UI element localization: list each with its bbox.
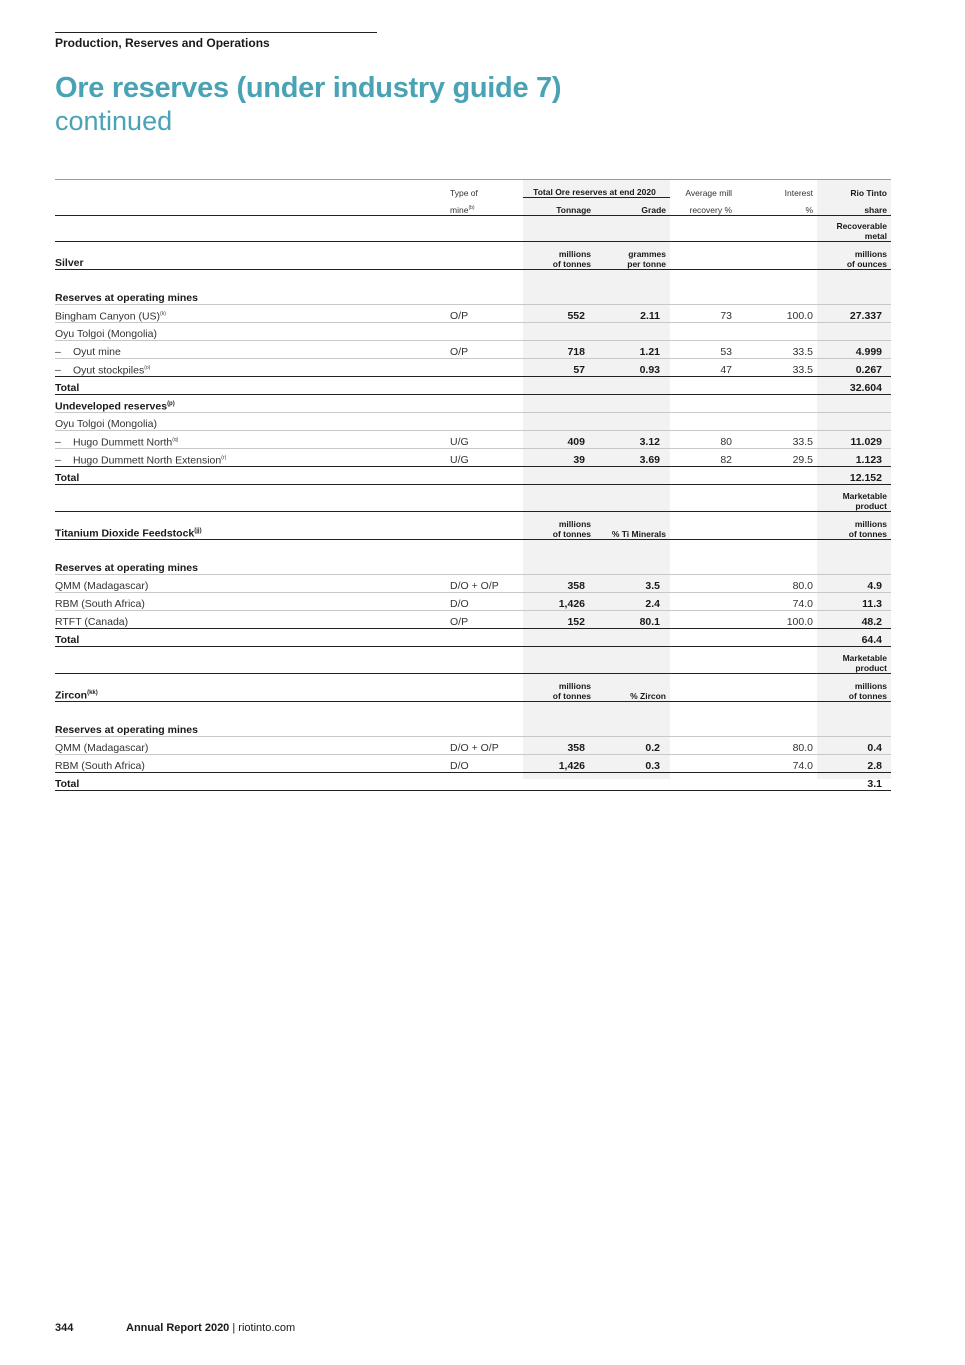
row-grade: 3.5	[595, 575, 670, 593]
tio2-unit-grade: % Ti Minerals	[595, 512, 670, 540]
zircon-op-heading-label: Reserves at operating mines	[55, 702, 450, 737]
page-title: Ore reserves (under industry guide 7)	[55, 72, 562, 104]
total-label: Total	[55, 773, 450, 791]
row-sup: (k)	[160, 310, 166, 317]
zircon-unit-tonnage-1: millions	[558, 681, 591, 691]
tio2-unit-share-1: millions	[854, 519, 887, 529]
row-grade: 2.4	[595, 593, 670, 611]
row-name: RBM (South Africa)	[55, 593, 450, 611]
row-tonnage: 358	[523, 737, 595, 755]
tio2-sup: (jj)	[194, 527, 202, 534]
row-share: 4.9	[817, 575, 891, 593]
table-row	[55, 413, 891, 431]
tio2-unit-share-2: of tonnes	[848, 529, 887, 539]
row-name: Bingham Canyon (US)	[55, 310, 161, 322]
col-recovery-2: recovery %	[670, 198, 744, 216]
tio2-title: Titanium Dioxide Feedstock	[55, 527, 195, 539]
total-row	[55, 773, 891, 791]
row-name: Hugo Dummett North Extension	[73, 454, 222, 466]
tio2-product: product	[855, 501, 887, 511]
silver-unit-tonnage-1: millions	[558, 249, 591, 259]
row-name: RTFT (Canada)	[55, 611, 450, 629]
silver-unit-share-2: of ounces	[846, 259, 887, 269]
row-name: Oyut stockpiles	[73, 364, 145, 376]
total-label: Total	[55, 467, 450, 485]
row-tonnage: 1,426	[523, 593, 595, 611]
page-footer	[55, 1322, 296, 1334]
row-interest: 33.5	[744, 341, 817, 359]
row-interest: 29.5	[744, 449, 817, 467]
row-interest: 80.0	[744, 575, 817, 593]
undeveloped-heading	[55, 395, 891, 413]
row-share: 11.3	[817, 593, 891, 611]
table-row	[55, 755, 891, 773]
row-share: 11.029	[817, 431, 891, 449]
col-share-2: share	[817, 198, 891, 216]
total-row	[55, 629, 891, 647]
zircon-sup: (kk)	[87, 689, 98, 696]
col-total-ore: Total Ore reserves at end 2020	[523, 180, 670, 198]
table-row	[55, 305, 891, 323]
row-tonnage: 718	[523, 341, 595, 359]
silver-unit-share-1: millions	[854, 249, 887, 259]
row-grade: 1.21	[595, 341, 670, 359]
row-type: U/G	[450, 449, 523, 467]
row-interest: 33.5	[744, 431, 817, 449]
row-recovery: 82	[670, 449, 744, 467]
silver-op-heading	[55, 270, 891, 305]
row-recovery: 47	[670, 359, 744, 377]
silver-unit-row-1	[55, 216, 891, 242]
row-name: QMM (Madagascar)	[55, 737, 450, 755]
total-label: Total	[55, 629, 450, 647]
undeveloped-sup: (p)	[167, 400, 175, 407]
row-sup: (q)	[172, 436, 179, 443]
col-tonnage: Tonnage	[523, 198, 595, 216]
silver-unit-grade-2: per tonne	[627, 259, 666, 269]
row-type: O/P	[450, 341, 523, 359]
row-tonnage: 358	[523, 575, 595, 593]
row-tonnage: 1,426	[523, 755, 595, 773]
row-tonnage: 552	[523, 305, 595, 323]
col-interest-1: Interest	[744, 180, 817, 198]
row-share: 2.8	[817, 755, 891, 773]
silver-heading-row	[55, 242, 891, 270]
row-grade: 3.12	[595, 431, 670, 449]
silver-recoverable: Recoverable	[836, 221, 887, 231]
row-sup: (o)	[144, 364, 151, 371]
footer-separator: |	[232, 1322, 236, 1334]
row-tonnage: 39	[523, 449, 595, 467]
table-row: – Oyut mine O/P 718 1.21 53 33.5 4.999	[55, 341, 891, 359]
row-share: 48.2	[817, 611, 891, 629]
row-tonnage: 409	[523, 431, 595, 449]
zircon-marketable: Marketable	[842, 653, 887, 663]
silver-op-heading-label: Reserves at operating mines	[55, 270, 450, 305]
row-type: D/O + O/P	[450, 575, 523, 593]
row-share: 4.999	[817, 341, 891, 359]
row-interest: 80.0	[744, 737, 817, 755]
row-grade: 0.2	[595, 737, 670, 755]
header-rule	[55, 32, 377, 33]
tio2-op-heading-label: Reserves at operating mines	[55, 540, 450, 575]
zircon-unit-share-1: millions	[854, 681, 887, 691]
row-tonnage: 152	[523, 611, 595, 629]
row-grade: 0.93	[595, 359, 670, 377]
total-value: 64.4	[817, 629, 891, 647]
silver-title: Silver	[55, 242, 450, 270]
total-row	[55, 467, 891, 485]
row-share: 0.4	[817, 737, 891, 755]
row-interest: 100.0	[744, 611, 817, 629]
row-recovery: 73	[670, 305, 744, 323]
table-row	[55, 593, 891, 611]
page-subtitle: continued	[55, 106, 173, 136]
total-value: 3.1	[817, 773, 891, 791]
zircon-unit-share-2: of tonnes	[848, 691, 887, 701]
zircon-unit-row-1	[55, 647, 891, 674]
undeveloped-label: Undeveloped reserves	[55, 400, 168, 412]
tio2-unit-tonnage-2: of tonnes	[552, 529, 591, 539]
row-recovery: 80	[670, 431, 744, 449]
tio2-unit-row-1	[55, 485, 891, 512]
silver-unit-grade-1: grammes	[628, 249, 666, 259]
row-type: D/O + O/P	[450, 737, 523, 755]
row-name: Oyut mine	[73, 346, 121, 358]
total-label: Total	[55, 377, 450, 395]
tio2-marketable: Marketable	[842, 491, 887, 501]
row-group: Oyu Tolgoi (Mongolia)	[55, 413, 450, 431]
total-value: 32.604	[817, 377, 891, 395]
table-row	[55, 737, 891, 755]
table-row	[55, 323, 891, 341]
zircon-title: Zircon	[55, 689, 88, 701]
row-interest: 100.0	[744, 305, 817, 323]
row-group: Oyu Tolgoi (Mongolia)	[55, 323, 450, 341]
row-sup: (r)	[221, 454, 227, 461]
col-type-sup: (b)	[468, 205, 475, 212]
row-grade: 80.1	[595, 611, 670, 629]
zircon-op-heading	[55, 702, 891, 737]
row-type: O/P	[450, 611, 523, 629]
zircon-product: product	[855, 663, 887, 673]
row-type: O/P	[450, 305, 523, 323]
table-row	[55, 575, 891, 593]
table-row: – Oyut stockpiles$^{(o)}$ 57 0.93 47 33.5 0.267	[55, 359, 891, 377]
row-grade: 3.69	[595, 449, 670, 467]
header-row-2	[55, 198, 891, 216]
silver-metal: metal	[864, 231, 887, 241]
tio2-op-heading	[55, 540, 891, 575]
total-row	[55, 377, 891, 395]
col-type-label: Type of	[450, 180, 523, 198]
row-interest: 74.0	[744, 593, 817, 611]
tio2-unit-tonnage-1: millions	[558, 519, 591, 529]
row-share: 0.267	[817, 359, 891, 377]
col-type-label-2: mine	[450, 205, 469, 215]
zircon-heading-row	[55, 674, 891, 702]
row-share: 27.337	[817, 305, 891, 323]
row-name: RBM (South Africa)	[55, 755, 450, 773]
col-recovery-1: Average mill	[670, 180, 744, 198]
row-type: D/O	[450, 593, 523, 611]
row-grade: 2.11	[595, 305, 670, 323]
silver-unit-tonnage-2: of tonnes	[552, 259, 591, 269]
ore-reserves-table	[55, 179, 891, 791]
report-title: Annual Report 2020	[126, 1322, 230, 1334]
footer-report	[126, 1322, 295, 1334]
section-title: Production, Reserves and Operations	[55, 36, 270, 50]
row-interest: 74.0	[744, 755, 817, 773]
row-interest: 33.5	[744, 359, 817, 377]
header-row-1	[55, 180, 891, 198]
col-share-1: Rio Tinto	[817, 180, 891, 198]
row-type: D/O	[450, 755, 523, 773]
page-number: 344	[55, 1322, 74, 1334]
row-grade: 0.3	[595, 755, 670, 773]
col-grade: Grade	[595, 198, 670, 216]
col-interest-2: %	[744, 198, 817, 216]
table-row	[55, 611, 891, 629]
table-row: – Hugo Dummett North Extension$^{(r)}$ U/G 39 3.69 82 29.5 1.123	[55, 449, 891, 467]
table-row: – Hugo Dummett North$^{(q)}$ U/G 409 3.12 80 33.5 11.029	[55, 431, 891, 449]
zircon-unit-tonnage-2: of tonnes	[552, 691, 591, 701]
row-tonnage: 57	[523, 359, 595, 377]
total-value: 12.152	[817, 467, 891, 485]
zircon-unit-grade: % Zircon	[595, 674, 670, 702]
row-name: QMM (Madagascar)	[55, 575, 450, 593]
row-type: U/G	[450, 431, 523, 449]
site-link[interactable]: riotinto.com	[238, 1322, 296, 1334]
row-recovery: 53	[670, 341, 744, 359]
row-share: 1.123	[817, 449, 891, 467]
tio2-heading-row	[55, 512, 891, 540]
row-name: Hugo Dummett North	[73, 436, 173, 448]
